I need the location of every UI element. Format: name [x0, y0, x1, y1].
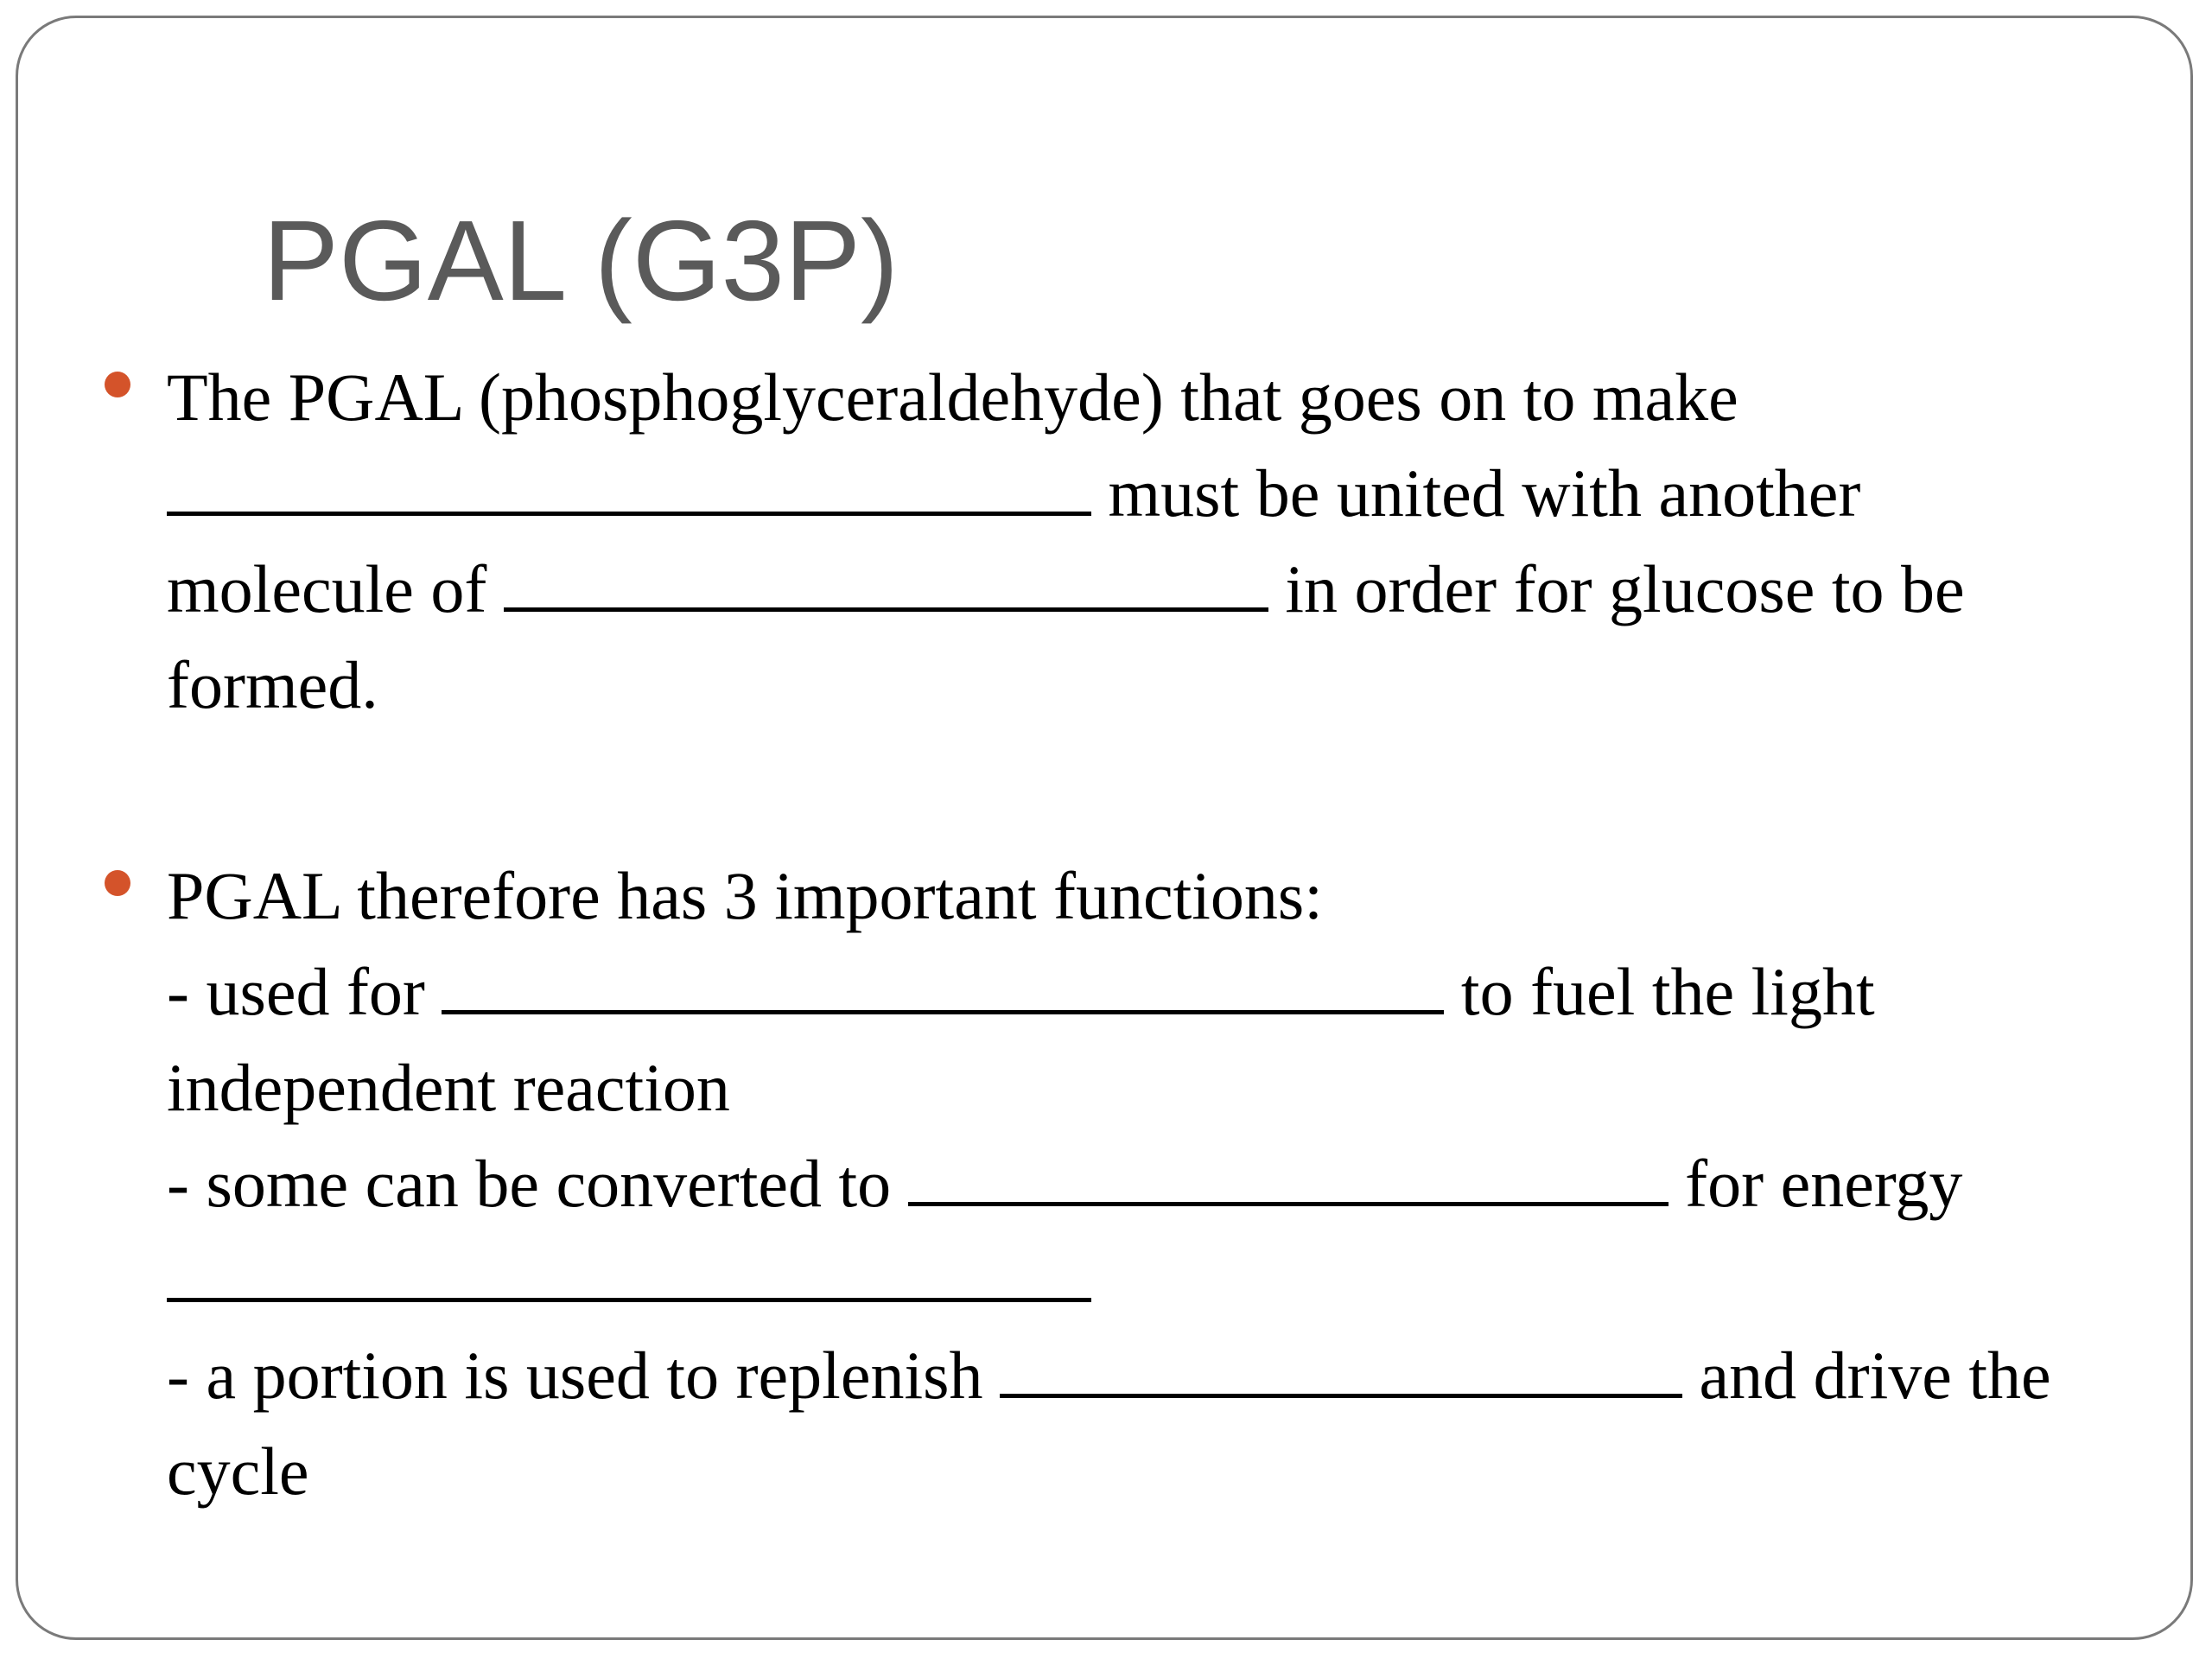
- bullet-1-line-2: must be united with another: [167, 445, 1965, 541]
- bullet-1-text: [167, 349, 1965, 733]
- fill-in-blank[interactable]: [167, 1244, 1091, 1302]
- bullet-1-line-3: molecule of in order for glucose to be: [167, 551, 1965, 626]
- fill-in-blank[interactable]: [442, 957, 1444, 1014]
- fill-in-blank[interactable]: [167, 458, 1091, 516]
- fill-in-blank[interactable]: [504, 554, 1268, 612]
- bullet-1-line-1: The PGAL (phosphoglyceraldehyde) that goes on to make: [167, 359, 1738, 435]
- bullet-2-marker: [105, 870, 130, 896]
- bullet-2-text: [167, 848, 2051, 1519]
- slide: [16, 16, 2193, 1640]
- bullet-2-line-3: independent reaction: [167, 1050, 730, 1125]
- bullet-2-line-2: - used for to fuel the light: [167, 954, 1875, 1029]
- bullet-1-marker: [105, 372, 130, 397]
- slide-title: PGAL (G3P): [263, 197, 899, 324]
- bullet-2-line-4: - some can be converted to for energy: [167, 1146, 1963, 1221]
- bullet-2-line-5: [167, 1231, 2051, 1327]
- fill-in-blank[interactable]: [1000, 1340, 1682, 1398]
- bullet-2-line-6: - a portion is used to replenish and drive the: [167, 1338, 2051, 1413]
- bullet-1-line-4: formed.: [167, 647, 378, 722]
- bullet-2-line-7: cycle: [167, 1433, 309, 1509]
- fill-in-blank[interactable]: [908, 1148, 1669, 1206]
- bullet-2-line-1: PGAL therefore has 3 important functions:: [167, 858, 1323, 933]
